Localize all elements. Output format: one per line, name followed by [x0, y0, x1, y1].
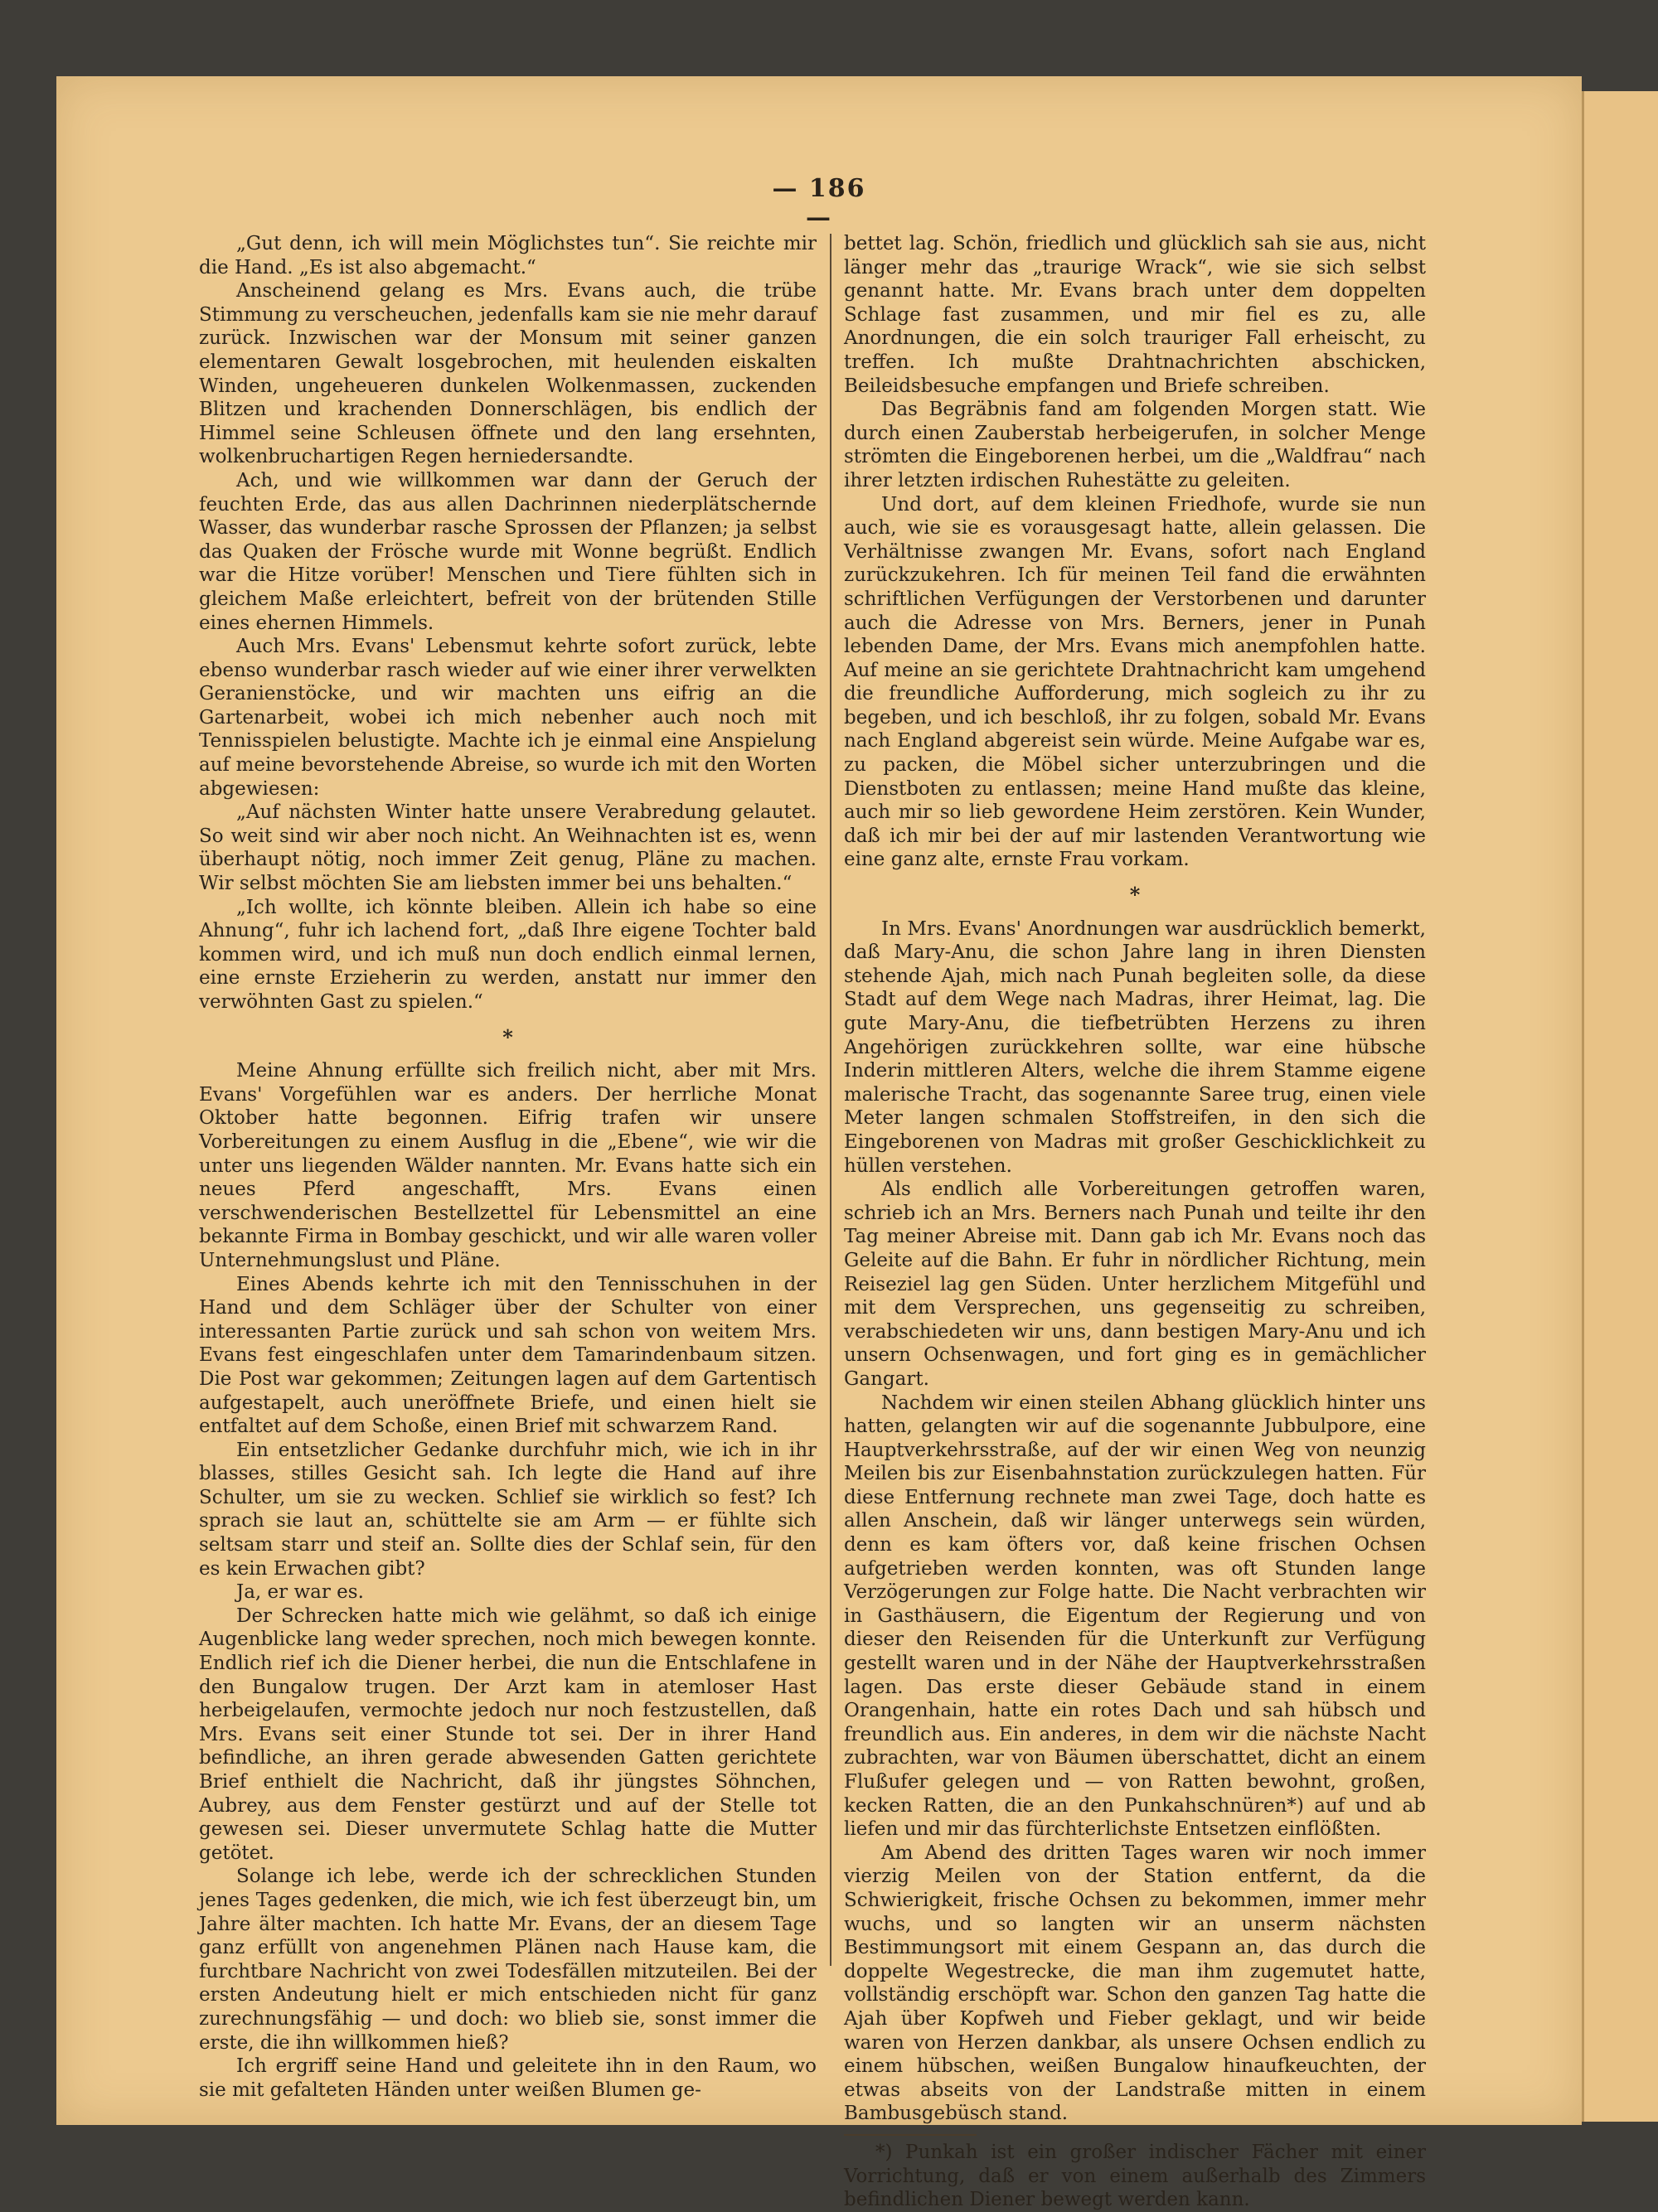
paragraph: Nachdem wir einen steilen Abhang glücklich hinter uns hatten, gelangten wir auf die sogenannte Jubbulpore, eine Hauptverkehrsstraße, auf der wir einen Weg von neunzig Meilen bis zur Eisenbahnstation zurückzulegen hatten. Für diese Entfernung rechnete man zwei Tage, doch hatte es allen Anschein, daß wir länger unterwegs sein würden, denn es kam öfters vor, daß keine frischen Ochsen aufgetrieben werden konnten, was oft Stunden lange Verzögerungen zur Folge hatte. Die Nacht verbrachten wir in Gasthäusern, die Eigentum der Regierung und von dieser den Reisenden für die Unterkunft zur Verfügung gestellt waren und in der Nähe der Hauptverkehrsstraßen lagen. Das erste dieser Gebäude stand in einem Orangenhain, hatte ein rotes Dach und sah hübsch und freundlich aus. Ein anderes, in dem wir die nächste Nacht zubrachten, war von Bäumen überschattet, dicht an einem Flußufer gelegen und — von Ratten bewohnt, großen, kecken Ratten, die an den Punkahschnüren*) auf und ab liefen und mir das fürchterlichste Entsetzen einflößten. — [844, 1392, 1426, 1841]
paragraph: „Auf nächsten Winter hatte unsere Verabredung gelautet. So weit sind wir aber noch nicht. An Weihnachten ist es, wenn überhaupt nötig, noch immer Zeit genug, Pläne zu machen. Wir selbst möchten Sie am liebsten immer bei uns behalten.“ — [199, 801, 817, 895]
paragraph: Ja, er war es. — [236, 1581, 364, 1604]
paragraph: Meine Ahnung erfüllte sich freilich nicht, aber mit Mrs. Evans' Vorgefühlen war es anders. Der herrliche Monat Oktober hatte begonnen. Eifrig trafen wir unsere Vorbereitungen zu einem Ausflug in die „Ebene“, wie wir die unter uns liegenden Wälder nannten. Mr. Evans hatte sich ein neues Pferd angeschafft, Mrs. Evans einen verschwenderischen Bestellzettel für Lebensmittel an eine bekannte Firma in Bombay geschickt, und wir alle waren voller Unternehmungslust und Pläne. — [199, 1060, 817, 1271]
paragraph: Eines Abends kehrte ich mit den Tennisschuhen in der Hand und dem Schläger über der Schulter von einer interessanten Partie zurück und sah schon von weitem Mrs. Evans fest eingeschlafen unter dem Tamarindenbaum sitzen. Die Post war gekommen; Zeitungen lagen auf dem Gartentisch aufgestapelt, auch uneröffnete Briefe, und einen hielt sie entfaltet auf dem Schoße, einen Brief mit schwarzem Rand. — [199, 1273, 817, 1438]
paragraph: Der Schrecken hatte mich wie gelähmt, so daß ich einige Augenblicke lang weder sprechen, noch mich bewegen konnte. Endlich rief ich die Diener herbei, die nun die Entschlafene in den Bungalow trugen. Der Arzt kam in atemloser Hast herbeigelaufen, vermochte jedoch nur noch festzustellen, daß Mrs. Evans seit einer Stunde tot sei. Der in ihrer Hand befindliche, an ihren gerade abwesenden Gatten gerichtete Brief enthielt die Nachricht, daß ihr jüngstes Söhnchen, Aubrey, aus dem Fenster gestürzt und auf der Stelle tot gewesen sei. Dieser unvermutete Schlag hatte die Mutter getötet. — [199, 1605, 817, 1864]
paragraph: Und dort, auf dem kleinen Friedhofe, wurde sie nun auch, wie sie es vorausgesagt hatte, allein gelassen. Die Verhältnisse zwangen Mr. Evans, sofort nach England zurückzukehren. Ich für meinen Teil fand die erwähnten schriftlichen Verfügungen der Verstorbenen und darunter auch die Adresse von Mrs. Berners, jener in Punah lebenden Dame, der Mrs. Evans mich anempfohlen hatte. Auf meine an sie gerichtete Drahtnachricht kam umgehend die freundliche Aufforderung, mich sogleich zu ihr zu begeben, und ich beschloß, ihr zu folgen, sobald Mr. Evans nach England abgereist sein würde. Meine Aufgabe war es, zu packen, die Möbel sicher unterzubringen und die Dienstboten zu entlassen; meine Hand mußte das kleine, auch mir so lieb gewordene Heim zerstören. Kein Wunder, daß ich mir bei der auf mir lastenden Verantwortung wie eine ganz alte, ernste Frau vorkam. — [844, 493, 1426, 871]
paragraph: In Mrs. Evans' Anordnungen war ausdrücklich bemerkt, daß Mary-Anu, die schon Jahre lang in ihren Diensten stehende Ajah, mich nach Punah begleiten solle, da diese Stadt auf dem Wege nach Madras, ihrer Heimat, lag. Die gute Mary-Anu, die tiefbetrübten Herzens zu ihren Angehörigen zurückkehren sollte, war eine hübsche Inderin mittleren Alters, welche die ihrem Stamme eigene malerische Tracht, das sogenannte Saree trug, einen viele Meter langen schmalen Stoffstreifen, in den sich die Eingeborenen von Madras mit großer Geschicklichkeit zu hüllen verstehen. — [844, 917, 1426, 1177]
paragraph: Am Abend des dritten Tages waren wir noch immer vierzig Meilen von der Station entfernt, da die Schwierigkeit, frische Ochsen zu bekommen, immer mehr wuchs, und so langten wir an unserm nächsten Bestimmungsort mit einem Gespann an, das durch die doppelte Wegestrecke, die man ihm zugemutet hatte, vollständig erschöpft war. Schon den ganzen Tag hatte die Ajah über Kopfweh und Fieber geklagt, und wir beide waren von Herzen dankbar, als unsere Ochsen endlich zu einem hübschen, weißen Bungalow hinaufkeuchten, der etwas abseits von der Landstraße mitten in einem Bambusgebüsch stand. — [844, 1842, 1426, 2125]
paragraph: Anscheinend gelang es Mrs. Evans auch, die trübe Stimmung zu verscheuchen, jedenfalls kam sie nie mehr darauf zurück. Inzwischen war der Monsum mit seiner ganzen elementaren Gewalt losgebrochen, mit heulenden eiskalten Winden, ungeheueren dunkelen Wolkenmassen, zuckenden Blitzen und krachenden Donnerschlägen, bis endlich der Himmel seine Schleusen öffnete und den lang ersehnten, wolkenbruchartigen Regen herniedersandte. — [199, 280, 817, 468]
paragraph: Ich ergriff seine Hand und geleitete ihn in den Raum, wo sie mit gefalteten Händen unter weißen Blumen ge- — [199, 2055, 817, 2101]
column-divider — [830, 234, 831, 1966]
paragraph: Auch Mrs. Evans' Lebensmut kehrte sofort zurück, lebte ebenso wunderbar rasch wieder auf wie einer ihrer verwelkten Geranienstöcke, und wir machten uns eifrig an die Gartenarbeit, wobei ich mich nebenher auch noch mit Tennisspielen belustigte. Machte ich je einmal eine Anspielung auf meine bevorstehende Abreise, so wurde ich mit den Worten abgewiesen: — [199, 636, 817, 800]
page-number: — 186 — — [772, 174, 866, 232]
paragraph: Ein entsetzlicher Gedanke durchfuhr mich, wie ich in ihr blasses, stilles Gesicht sah. Ich legte die Hand auf ihre Schulter, um sie zu wecken. Schlief sie wirklich so fest? Ich sprach sie laut an, schüttelte sie am Arm — er fühlte sich seltsam starr und steif an. Sollte dies der Schlaf sein, für den es kein Erwachen gibt? — [199, 1439, 817, 1580]
paragraph: bettet lag. Schön, friedlich und glücklich sah sie aus, nicht länger mehr das „traurige Wrack“, wie sie sich selbst genannt hatte. Mr. Evans brach unter dem doppelten Schlage fast zusammen, und mir fiel es zu, alle Anordnungen, die ein solch trauriger Fall erheischt, zu treffen. Ich mußte Drahtnachrichten abschicken, Beileidsbesuche empfangen und Briefe schreiben. — [844, 233, 1426, 397]
footnote — [844, 2141, 1426, 2212]
paragraph: Als endlich alle Vorbereitungen getroffen waren, schrieb ich an Mrs. Berners nach Punah und teilte ihr den Tag meiner Abreise mit. Dann gab ich Mr. Evans noch das Geleite auf die Bahn. Er fuhr in nördlicher Richtung, mein Reiseziel lag gen Süden. Unter herzlichem Mitgefühl und mit dem Versprechen, uns gegenseitig zu schreiben, verabschiedeten wir uns, dann bestigen Mary-Anu und ich unsern Ochsenwagen, und fort ging es in gemächlicher Gangart. — [844, 1179, 1426, 1390]
section-separator: * — [1129, 883, 1141, 908]
paragraph: Solange ich lebe, werde ich der schrecklichen Stunden jenes Tages gedenken, die mich, wie ich fest überzeugt bin, um Jahre älter machten. Ich hatte Mr. Evans, der an diesem Tage ganz erfüllt von angenehmen Plänen nach Hause kam, die furchtbare Nachricht von zwei Todesfällen mitzuteilen. Bei der ersten Andeutung hielt er mich entschieden nicht für ganz zurechnungsfähig — und doch: wo blieb sie, sonst immer die erste, die ihn willkommen hieß? — [199, 1866, 817, 2054]
footnote-rule — [844, 2134, 977, 2136]
paragraph: Das Begräbnis fand am folgenden Morgen statt. Wie durch einen Zauberstab herbeigerufen, in solcher Menge strömten die Eingeborenen herbei, um die „Waldfrau“ nach ihrer letzten irdischen Ruhestätte zu geleiten. — [844, 399, 1426, 491]
section-separator: * — [502, 1024, 513, 1049]
left-column — [199, 232, 817, 2102]
paragraph: „Gut denn, ich will mein Möglichstes tun“. Sie reichte mir die Hand. „Es ist also abgemacht.“ — [199, 233, 817, 278]
paragraph: Ach, und wie willkommen war dann der Geruch der feuchten Erde, das aus allen Dachrinnen niederplätschernde Wasser, das wunderbar rasche Sprossen der Pflanzen; ja selbst das Quaken der Frösche wurde mit Wonne begrüßt. Endlich war die Hitze vorüber! Menschen und Tiere fühlten sich in gleichem Maße erleichtert, befreit von der brütenden Stille eines ehernen Himmels. — [199, 469, 817, 634]
paragraph: „Ich wollte, ich könnte bleiben. Allein ich habe so eine Ahnung“, fuhr ich lachend fort, „daß Ihre eigene Tochter bald kommen wird, und ich muß nun doch endlich einmal lernen, eine ernste Erzieherin zu werden, anstatt nur immer den verwöhnten Gast zu spielen.“ — [199, 896, 817, 1013]
adjacent-page-edge — [1582, 91, 1658, 2122]
right-column — [844, 232, 1426, 2212]
footnote-text: *) Punkah ist ein großer indischer Fächer mit einer Vorrichtung, daß er von einem außerhalb des Zimmers befindlichen Diener bewegt werden kann. — [844, 2141, 1426, 2211]
